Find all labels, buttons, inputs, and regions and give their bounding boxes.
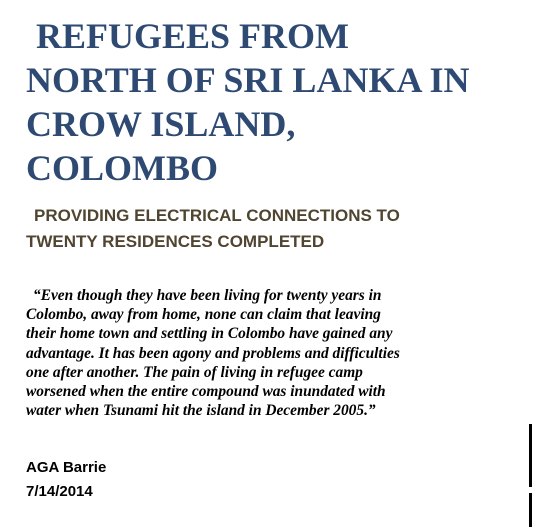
headline (26, 14, 526, 190)
subheadline (26, 203, 526, 255)
quote-line: one after another. The pain of living in refugee camp (26, 363, 363, 381)
page-edge-divider (529, 424, 532, 487)
author-name: AGA Barrie (26, 459, 107, 476)
pull-quote (26, 286, 496, 420)
quote-line: advantage. It has been agony and problems and difficulties (26, 344, 400, 362)
quote-line: worsened when the entire compound was inundated with (26, 383, 386, 401)
headline-line: COLOMBO (26, 148, 219, 188)
publish-date: 7/14/2014 (26, 483, 93, 500)
headline-line: NORTH OF SRI LANKA IN (26, 60, 470, 100)
quote-line: their home town and settling in Colombo have gained any (26, 325, 393, 343)
page-edge-divider (529, 493, 532, 527)
headline-line: CROW ISLAND, (26, 104, 296, 144)
headline-line: REFUGEES FROM (36, 16, 350, 56)
quote-line: Colombo, away from home, none can claim that leaving (26, 306, 381, 324)
byline (26, 456, 106, 504)
subheadline-line: PROVIDING ELECTRICAL CONNECTIONS TO (34, 206, 400, 225)
quote-line: water when Tsunami hit the island in December 2005.” (26, 402, 376, 420)
subheadline-line: TWENTY RESIDENCES COMPLETED (26, 232, 325, 251)
quote-line: “Even though they have been living for twenty years in (33, 287, 382, 304)
